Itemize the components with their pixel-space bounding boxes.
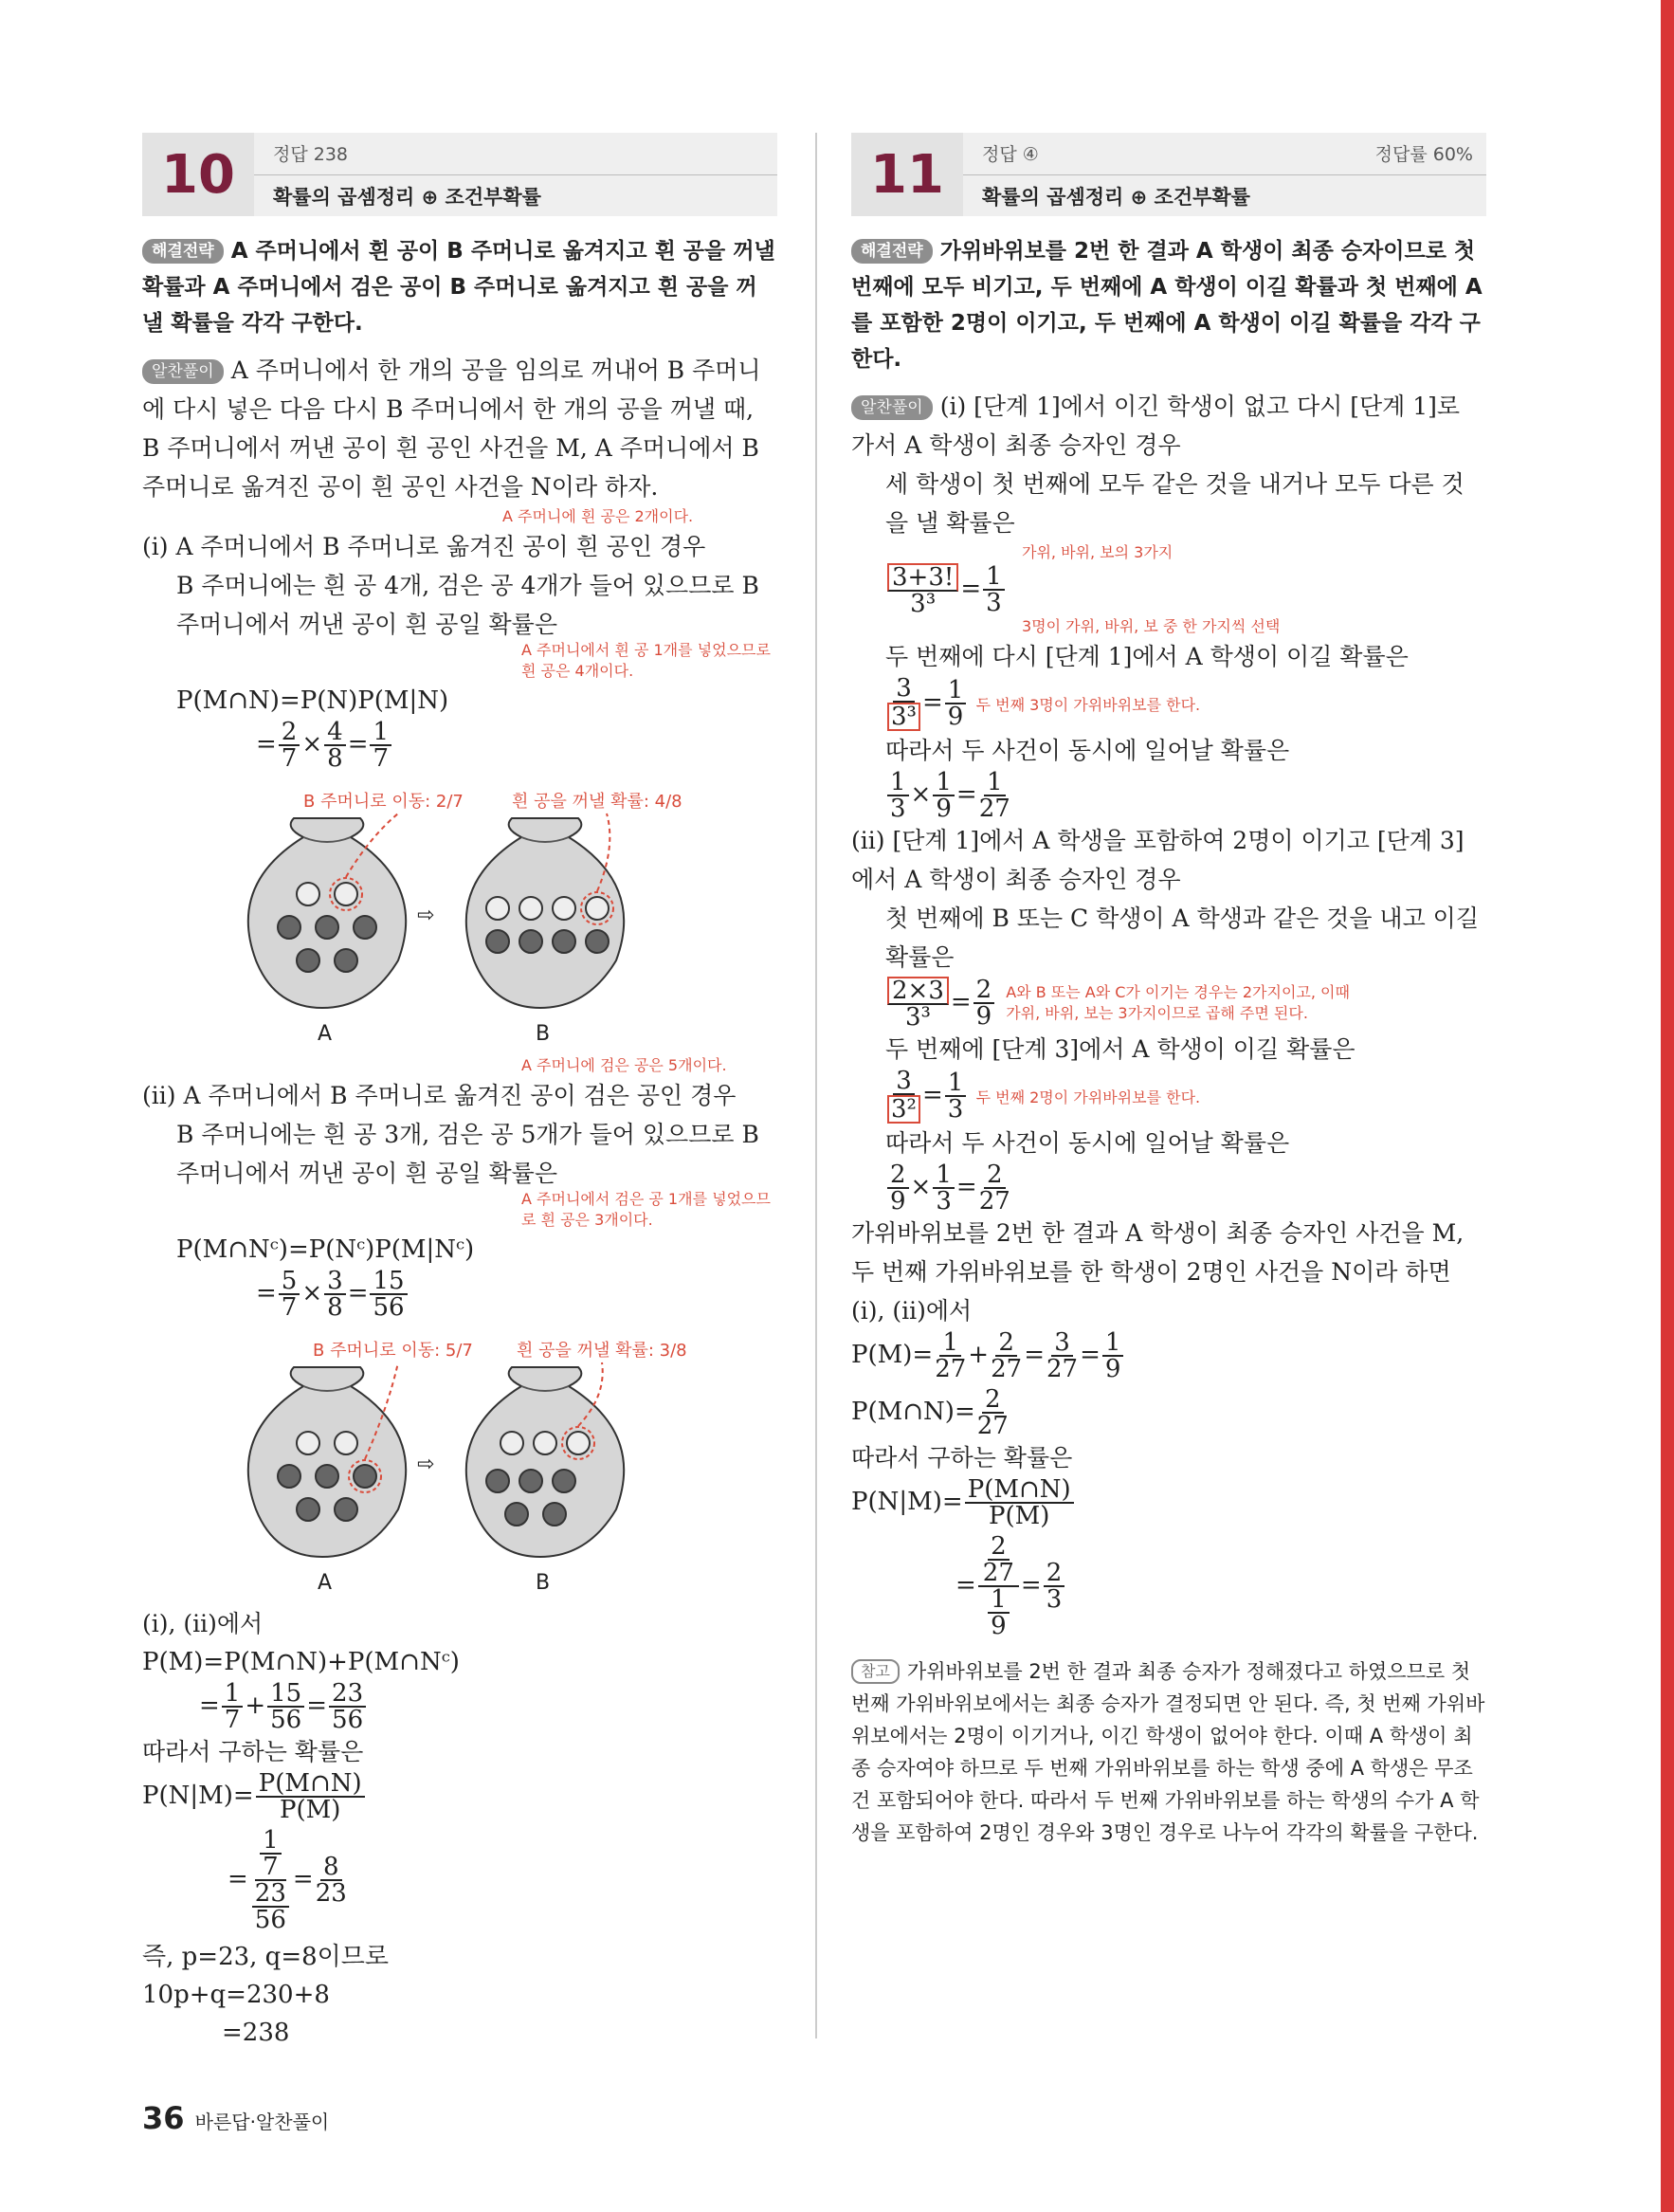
frac-den: 27: [991, 1355, 1023, 1383]
solution-intro: [142, 351, 777, 506]
frac-den: 3: [936, 1187, 952, 1216]
frac-den: 3³: [904, 1003, 931, 1032]
case2-text: 첫 번째에 B 또는 C 학생이 A 학생과 같은 것을 내고 이길 확률은: [885, 905, 1479, 971]
frac-den: 8: [327, 744, 343, 773]
frac-den: 3: [890, 795, 906, 823]
r5-eq: $\frac{3}{\text{3²}}$ = $\frac{1}{3}$ 두 번째 2명이 가위바위보를 한다.: [851, 1069, 1486, 1124]
conclusion-3: =238: [222, 2019, 290, 2047]
r4-eq: $\frac{2\times 3}{\text{3³}}$ = $\frac{2}{9}$ A와 B 또는 A와 C가 이기는 경우는 2가지이고, 이때 가위, 바위, 보는 3가지이므로 곱해 주면 된다.: [851, 977, 1486, 1030]
frac-den: 3: [947, 1095, 964, 1124]
case2-title: (ii) [단계 1]에서 A 학생을 포함하여 2명이 이기고 [단계 3]에서 A 학생이 최종 승자인 경우: [851, 827, 1465, 893]
pm-eq2: = $\frac{1}{7}$ + $\frac{15}{56}$ = $\frac{23}{56}$: [142, 1681, 777, 1732]
bag-b-shape: [466, 1367, 624, 1557]
frac-den: 7: [373, 744, 390, 773]
frac-den: 9: [947, 703, 964, 731]
note-two-play: 두 번째 2명이 가위바위보를 한다.: [975, 1088, 1201, 1106]
problem-number: 10: [142, 133, 254, 216]
case1-text2: 두 번째에 다시 [단계 1]에서 A 학생이 이길 확률은: [885, 643, 1409, 670]
answer-rate: 정답률 60%: [1374, 144, 1473, 165]
simul-text-1: 따라서 두 사건이 동시에 일어날 확률은: [885, 737, 1290, 764]
note-each-choice: 3명이 가위, 바위, 보 중 한 가지씩 선택: [1022, 617, 1281, 635]
r3-eq: $\frac{1}{3}$ × $\frac{1}{9}$ = $\frac{1}{27}$: [851, 770, 1486, 821]
fig2-draw-label: 흰 공을 꺼낼 확률: 3/8: [517, 1341, 687, 1361]
answer-label: 정답 238: [273, 144, 349, 165]
strategy-badge: 해결전략: [142, 239, 224, 264]
frac-num: 1: [370, 720, 391, 746]
cond-eq2: = $\frac{\frac{1}{7}}{\frac{23}{56}}$ = $\frac{8}{23}$: [227, 1826, 347, 1934]
frac-num: 1: [945, 678, 967, 704]
case1-eq1: P(M∩N)=P(N)P(M|N): [176, 686, 449, 715]
header-info: [963, 133, 1486, 216]
bags-illustration-2: [142, 1320, 777, 1604]
strategy: [851, 233, 1486, 377]
frac-num: 23: [329, 1681, 366, 1708]
frac-num: 5: [279, 1269, 300, 1295]
intro-text: A 주머니에서 한 개의 공을 임의로 꺼내어 B 주머니에 다시 넣은 다음 다시 B 주머니에서 한 개의 공을 꺼낼 때, B 주머니에서 꺼낸 공이 흰 공인 사건을 M, A 주머니에서 B 주머니로 옮겨진 공이 흰 공인 사건을 N이라 하자.: [142, 356, 761, 501]
case1-eq2: = $\frac{2}{7}$ × $\frac{4}{8}$ = $\frac{1}{7}$: [142, 720, 777, 771]
problem-11-column: [851, 133, 1486, 1849]
r6-eq: $\frac{2}{9}$ × $\frac{1}{3}$ = $\frac{2}{27}$: [851, 1162, 1486, 1214]
frac-num: 3: [893, 1069, 915, 1095]
frac-num: 1: [933, 1162, 955, 1189]
bag-a-label: A: [318, 1022, 333, 1046]
frac-num: 15: [267, 1681, 304, 1708]
frac-num: 2: [887, 1162, 909, 1189]
bag-b-shape: [466, 818, 624, 1008]
frac-num: 3: [324, 1269, 346, 1295]
frac-den: 9: [991, 1612, 1007, 1640]
frac-num: 1: [222, 1681, 244, 1708]
frac-num: 2: [995, 1330, 1017, 1357]
header-info: [254, 133, 777, 216]
case2-text: B 주머니에는 흰 공 3개, 검은 공 5개가 들어 있으므로 B 주머니에서 꺼낸 공이 흰 공일 확률은: [176, 1121, 759, 1187]
note-case2: A 주머니에서 검은 공 1개를 넣었으므로 흰 공은 3개이다.: [521, 1190, 771, 1229]
conclusion-2: 10p+q=230+8: [142, 1981, 330, 2009]
from-cases: (i), (ii)에서: [851, 1297, 973, 1325]
case2-eq2: = $\frac{5}{7}$ × $\frac{3}{8}$ = $\frac{15}{56}$: [142, 1269, 777, 1320]
frac-den: 27: [978, 1187, 1010, 1216]
column-divider: [815, 133, 817, 2038]
case2-title: (ii) A 주머니에서 B 주머니로 옮겨진 공이 검은 공인 경우: [142, 1082, 737, 1109]
problem-10-column: [142, 133, 777, 2052]
frac-den: 56: [373, 1293, 405, 1322]
conclusion-1: 즉, p=23, q=8이므로: [142, 1943, 390, 1971]
page-edge-stripe: [1661, 0, 1674, 2212]
case1-text: B 주머니에는 흰 공 4개, 검은 공 4개가 들어 있으므로 B 주머니에서 꺼낸 공이 흰 공일 확률은: [176, 572, 759, 638]
pmn-lhs: P(M∩N)=: [851, 1398, 975, 1426]
frac-den: P(M): [988, 1502, 1050, 1530]
cond-lhs: P(N|M)=: [142, 1782, 254, 1810]
answer-label: 정답 ④: [982, 144, 1039, 165]
cond-eq: [142, 1771, 777, 1822]
frac-den: 23: [315, 1879, 347, 1908]
frac-num: 23: [252, 1881, 289, 1908]
header-line: [963, 174, 1486, 175]
therefore: 따라서 구하는 확률은: [142, 1738, 364, 1765]
frac-num: 4: [324, 720, 346, 746]
bag-figure-1: [142, 771, 777, 1055]
strategy: [142, 233, 777, 341]
fig2-move-label: B 주머니로 이동: 5/7: [313, 1341, 473, 1361]
pm-lhs: P(M)=: [851, 1341, 934, 1369]
frac-num: P(M∩N): [965, 1477, 1074, 1504]
frac-num: 3: [893, 676, 915, 703]
frac-den: 9: [975, 1002, 992, 1031]
case1-title: [851, 387, 1486, 465]
header-line: [254, 174, 777, 175]
from-cases: (i), (ii)에서: [142, 1610, 264, 1637]
fig1-draw-label: 흰 공을 꺼낼 확률: 4/8: [512, 792, 682, 812]
reference-badge: 참고: [851, 1659, 900, 1684]
frac-num: 2: [973, 978, 995, 1004]
frac-num: 1: [945, 1070, 967, 1097]
frac-num: 3+3!: [887, 563, 958, 592]
frac-den: 9: [890, 1187, 906, 1216]
frac-den: 9: [1104, 1355, 1121, 1383]
note-a-white: A 주머니에 흰 공은 2개이다.: [502, 507, 694, 525]
reference-note: [851, 1655, 1486, 1849]
solution-badge: 알찬풀이: [142, 359, 224, 384]
r2-eq: $\frac{3}{\text{3³}}$ = $\frac{1}{9}$ 두 번째 3명이 가위바위보를 한다.: [851, 676, 1486, 731]
frac-num: 2×3: [887, 977, 949, 1005]
cond-eq: [851, 1477, 1486, 1528]
problem-number: 11: [851, 133, 963, 216]
frac-num: 15: [370, 1269, 407, 1295]
frac-den: 3: [1046, 1585, 1063, 1614]
therefore: 따라서 구하는 확률은: [851, 1444, 1073, 1472]
arrow-symbol: ⇨: [417, 904, 435, 927]
frac-den: 27: [982, 1559, 1014, 1587]
page-footer: [142, 2100, 329, 2136]
frac-den: P(M): [279, 1796, 341, 1824]
frac-den: 56: [270, 1706, 302, 1734]
note-case1: A 주머니에서 흰 공 1개를 넣었으므로 흰 공은 4개이다.: [521, 641, 771, 680]
frac-den: 7: [224, 1706, 241, 1734]
note-two-cases: A와 B 또는 A와 C가 이기는 경우는 2가지이고, 이때 가위, 바위, 보는 3가지이므로 곱해 주면 된다.: [1006, 983, 1350, 1022]
frac-num: 1: [939, 1330, 961, 1357]
bags-illustration-1: [142, 771, 777, 1055]
strategy-badge: 해결전략: [851, 239, 933, 264]
note-a-black: A 주머니에 검은 공은 5개이다.: [521, 1056, 727, 1074]
frac-den: 56: [254, 1906, 286, 1934]
frac-num: 1: [260, 1828, 282, 1855]
cond-eq2: = $\frac{\frac{2}{27}}{\frac{1}{9}}$ = $\frac{2}{3}$: [851, 1534, 1486, 1638]
frac-den: 27: [978, 795, 1010, 823]
frac-num: 1: [887, 770, 909, 796]
strategy-text: 가위바위보를 2번 한 결과 A 학생이 최종 승자이므로 첫 번째에 모두 비기고, 두 번째에 A 학생이 이길 확률과 첫 번째에 A를 포함한 2명이 이기고, 두 번째에 A 학생이 이길 확률을 각각 구한다.: [851, 239, 1483, 372]
pm-eq: P(M)=P(M∩N)+P(M∩Nᶜ): [142, 1648, 460, 1676]
frac-num: 1: [933, 770, 955, 796]
case1-text: 세 학생이 첫 번째에 모두 같은 것을 내거나 모두 다른 것을 낼 확률은: [885, 470, 1465, 537]
frac-den: 27: [976, 1412, 1009, 1440]
page-number: 36: [142, 2100, 185, 2136]
note-three-play: 두 번째 3명이 가위바위보를 한다.: [975, 696, 1201, 714]
bag-a-shape: [248, 818, 406, 1008]
bag-a-shape: [248, 1367, 406, 1557]
frac-num: 1: [984, 770, 1006, 796]
frac-num: 2: [279, 720, 300, 746]
frac-den: 7: [263, 1853, 279, 1881]
frac-den: 7: [281, 744, 298, 773]
frac-num: 2: [984, 1162, 1006, 1189]
frac-den: 3²: [887, 1095, 920, 1124]
frac-den: 56: [332, 1706, 364, 1734]
footer-title: 바른답·알찬풀이: [194, 2111, 330, 2133]
frac-num: 3: [1051, 1330, 1073, 1357]
frac-den: 3³: [887, 703, 920, 731]
frac-num: 8: [320, 1855, 342, 1881]
frac-num: P(M∩N): [256, 1771, 365, 1798]
case1-title-text: (i) [단계 1]에서 이긴 학생이 없고 다시 [단계 1]로 가서 A 학생이 최종 승자인 경우: [851, 393, 1461, 459]
strategy-text: A 주머니에서 흰 공이 B 주머니로 옮겨지고 흰 공을 꺼낼 확률과 A 주머니에서 검은 공이 B 주머니로 옮겨지고 흰 공을 꺼낼 확률을 각각 구한다.: [142, 239, 775, 336]
problem-11-header: [851, 133, 1486, 216]
bag-b-label: B: [536, 1022, 551, 1046]
case2-text2: 두 번째에 [단계 3]에서 A 학생이 이길 확률은: [885, 1035, 1356, 1063]
note-rps-three: 가위, 바위, 보의 3가지: [1022, 543, 1174, 561]
frac-num: 1: [1102, 1330, 1124, 1357]
frac-num: 2: [982, 1387, 1004, 1414]
case1-title: (i) A 주머니에서 B 주머니로 옮겨진 공이 흰 공인 경우: [142, 533, 706, 560]
bag-a-label: A: [318, 1571, 333, 1595]
pm-eq: P(M)= $\frac{1}{27}$ + $\frac{2}{27}$ = $\frac{3}{27}$ = $\frac{1}{9}$: [851, 1330, 1486, 1381]
case2-eq1: P(M∩Nᶜ)=P(Nᶜ)P(M|Nᶜ): [176, 1235, 475, 1264]
frac-den: 7: [281, 1293, 298, 1322]
reference-text: 가위바위보를 2번 한 결과 최종 승자가 정해졌다고 하였으므로 첫 번째 가위바위보에서는 최종 승자가 결정되면 안 된다. 즉, 첫 번째 가위바위보에서는 2명이 이기거나, 이긴 학생이 없어야 한다. 이때 A 학생이 최종 승자여야 하므로 두 번째 가위바위보를 하는 학생 중에 A 학생은 무조건 포함되어야 한다. 따라서 두 번째 가위바위보를 하는 학생의 수가 A 학생을 포함하여 2명인 경우와 3명인 경우로 나누어 각각의 확률을 구한다.: [851, 1660, 1485, 1844]
frac-num: 1: [983, 564, 1005, 591]
simul-text-2: 따라서 두 사건이 동시에 일어날 확률은: [885, 1129, 1290, 1157]
cond-lhs: P(N|M)=: [851, 1488, 963, 1516]
frac-num: 1: [988, 1587, 1010, 1614]
frac-den: 9: [936, 795, 952, 823]
pmn-eq: [851, 1387, 1486, 1438]
frac-den: 27: [935, 1355, 967, 1383]
frac-den: 3: [986, 589, 1002, 617]
bag-figure-2: [142, 1320, 777, 1604]
solution-badge: 알찬풀이: [851, 395, 933, 420]
arrow-symbol: ⇨: [417, 1453, 435, 1476]
frac-den: 27: [1046, 1355, 1079, 1383]
fig1-move-label: B 주머니로 이동: 2/7: [303, 792, 464, 812]
bag-b-label: B: [536, 1571, 551, 1595]
event-definition: 가위바위보를 2번 한 결과 A 학생이 최종 승자인 사건을 M, 두 번째 가위바위보를 한 학생이 2명인 사건을 N이라 하면: [851, 1219, 1465, 1286]
topic-label: 확률의 곱셈정리 ⊕ 조건부확률: [982, 186, 1250, 209]
topic-label: 확률의 곱셈정리 ⊕ 조건부확률: [273, 186, 541, 209]
frac-num: 2: [988, 1534, 1010, 1561]
r1-eq: $\frac{3+3!}{\text{3³}}$ = $\frac{1}{3}$: [851, 563, 1486, 616]
frac-num: 2: [1044, 1561, 1065, 1587]
frac-den: 8: [327, 1293, 343, 1322]
problem-10-header: [142, 133, 777, 216]
frac-den: 3³: [910, 590, 937, 618]
